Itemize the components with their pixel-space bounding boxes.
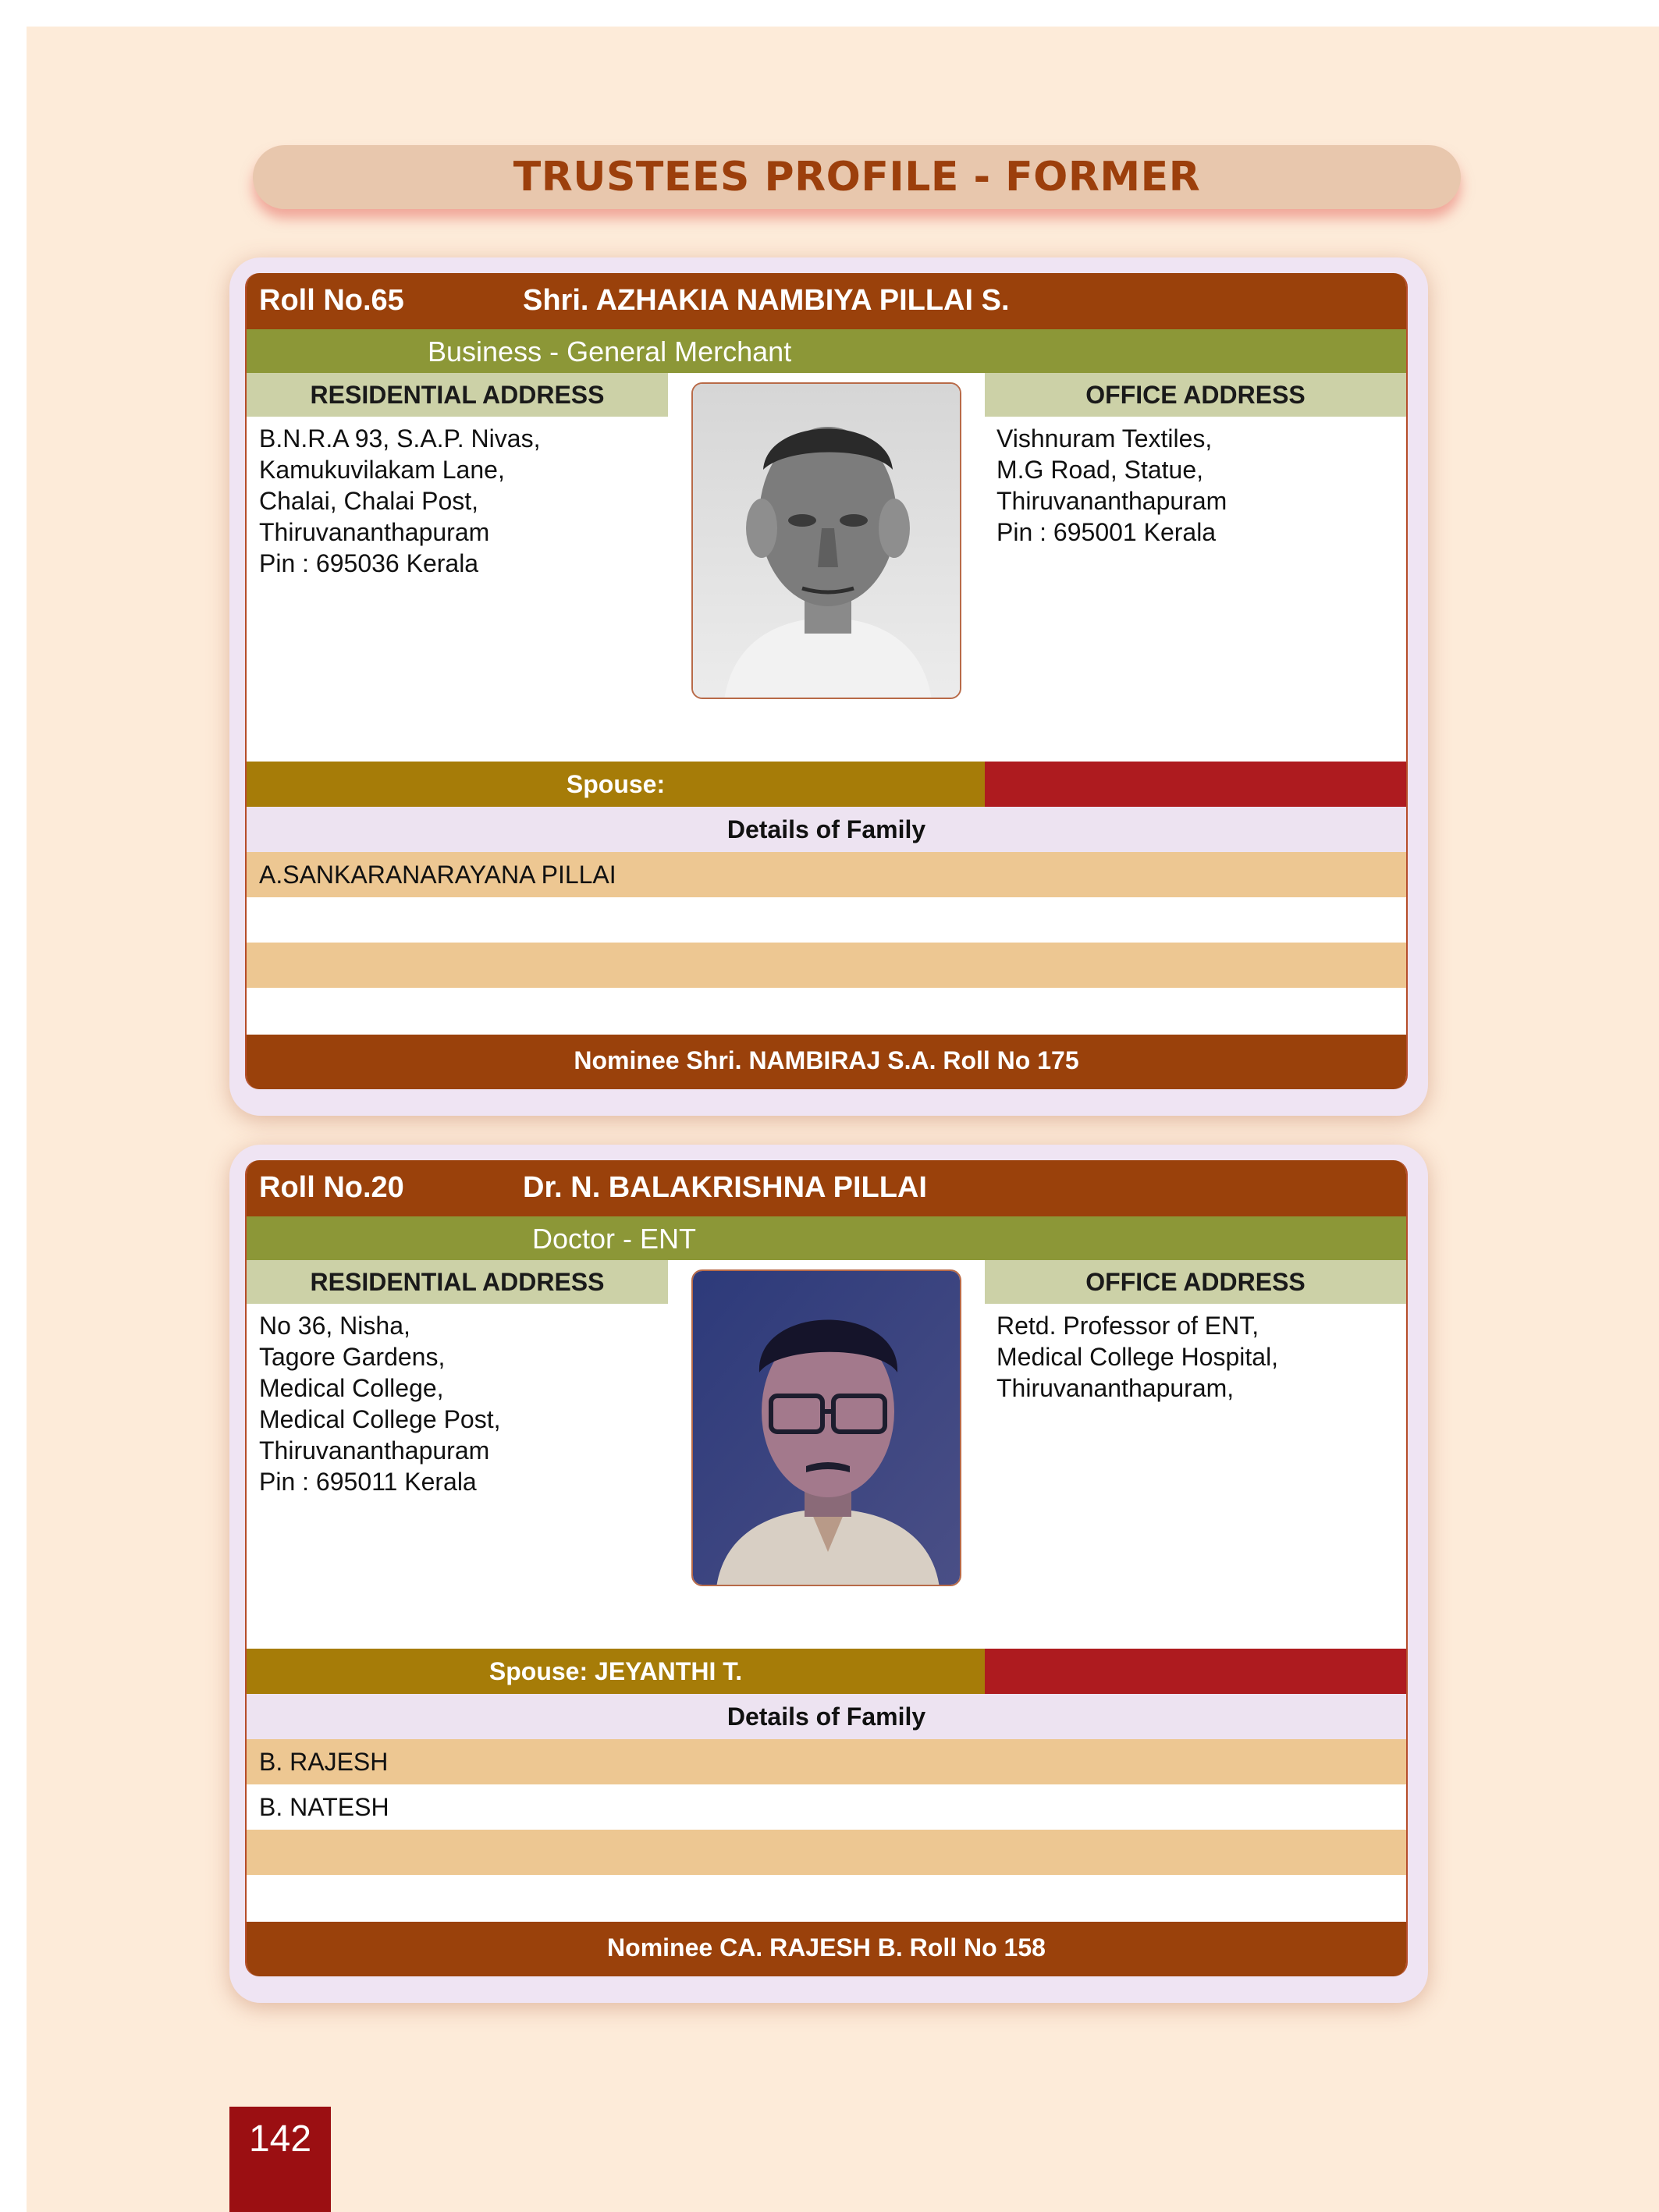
residential-address: No 36, Nisha, Tagore Gardens, Medical College, Medical College Post, Thiruvananthapuram Pin : 695011 Kerala bbox=[259, 1312, 501, 1496]
family-member bbox=[247, 1875, 1406, 1920]
roll-number: Roll No.65 bbox=[259, 284, 404, 317]
profession-bar bbox=[247, 329, 1406, 373]
office-address-label: OFFICE ADDRESS bbox=[985, 373, 1406, 417]
trustee-card bbox=[229, 257, 1428, 1116]
page-number: 142 bbox=[229, 2107, 331, 2212]
spouse-bar bbox=[247, 1649, 1406, 1694]
portrait-image bbox=[693, 384, 961, 699]
residential-address-label: RESIDENTIAL ADDRESS bbox=[247, 1260, 668, 1304]
nominee-bar: Nominee CA. RAJESH B. Roll No 158 bbox=[247, 1922, 1406, 1976]
spouse-bar bbox=[247, 762, 1406, 807]
trustee-name: Dr. N. BALAKRISHNA PILLAI bbox=[523, 1171, 927, 1204]
family-member: B. NATESH bbox=[247, 1784, 1406, 1830]
family-member bbox=[247, 988, 1406, 1033]
page-title: TRUSTEES PROFILE - FORMER bbox=[513, 154, 1201, 201]
trustee-photo bbox=[691, 1269, 961, 1586]
residential-address: B.N.R.A 93, S.A.P. Nivas, Kamukuvilakam Lane, Chalai, Chalai Post, Thiruvananthapuram Pin : 695036 Kerala bbox=[259, 424, 541, 577]
family-member bbox=[247, 897, 1406, 943]
spouse-bar-accent bbox=[985, 762, 1408, 807]
trustee-card-body bbox=[245, 1160, 1408, 1976]
residential-address-label: RESIDENTIAL ADDRESS bbox=[247, 373, 668, 417]
roll-number: Roll No.20 bbox=[259, 1171, 404, 1204]
family-member: A.SANKARANARAYANA PILLAI bbox=[247, 852, 1406, 897]
office-address: Vishnuram Textiles, M.G Road, Statue, Thiruvananthapuram Pin : 695001 Kerala bbox=[996, 424, 1227, 546]
trustee-photo bbox=[691, 382, 961, 699]
office-address: Retd. Professor of ENT, Medical College Hospital, Thiruvananthapuram, bbox=[996, 1312, 1279, 1402]
portrait-image bbox=[693, 1271, 961, 1586]
office-address-label: OFFICE ADDRESS bbox=[985, 1260, 1406, 1304]
trustee-header bbox=[247, 273, 1406, 329]
spouse: Spouse: bbox=[247, 762, 985, 807]
profession-bar bbox=[247, 1216, 1406, 1260]
family-member bbox=[247, 943, 1406, 988]
trustee-card-body bbox=[245, 273, 1408, 1089]
family-header: Details of Family bbox=[247, 1694, 1406, 1739]
title-banner bbox=[253, 145, 1461, 209]
spouse: Spouse: JEYANTHI T. bbox=[247, 1649, 985, 1694]
trustee-name: Shri. AZHAKIA NAMBIYA PILLAI S. bbox=[523, 284, 1010, 317]
profession: Business - General Merchant bbox=[428, 336, 792, 367]
nominee-bar: Nominee Shri. NAMBIRAJ S.A. Roll No 175 bbox=[247, 1035, 1406, 1089]
trustee-card bbox=[229, 1145, 1428, 2003]
trustee-header bbox=[247, 1160, 1406, 1216]
spouse-bar-accent bbox=[985, 1649, 1408, 1694]
family-member: B. RAJESH bbox=[247, 1739, 1406, 1784]
profession: Doctor - ENT bbox=[532, 1223, 697, 1255]
family-header: Details of Family bbox=[247, 807, 1406, 852]
family-member bbox=[247, 1830, 1406, 1875]
